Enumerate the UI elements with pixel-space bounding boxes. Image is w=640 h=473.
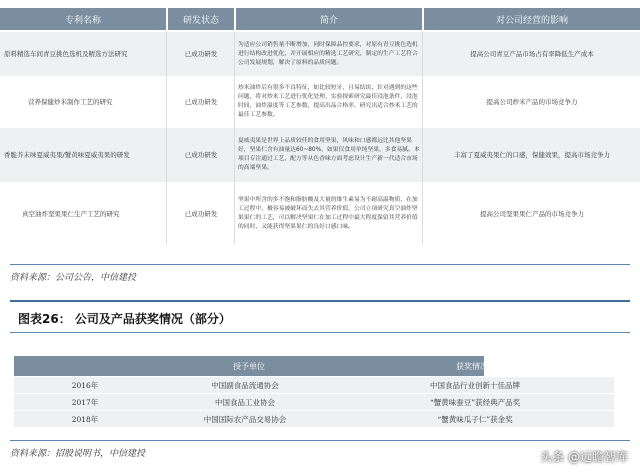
t2-row2-org: 中国食品工业协会 [215,397,275,407]
t1-row2-status: 已成功研发 [184,97,218,106]
t2-row1-year: 2016年 [71,380,99,390]
t2-header-award: 获奖情况 [456,361,488,371]
t2-header-org: 授予单位 [14,356,484,376]
t1-header-status: 研发状态 [168,8,234,30]
t1-row4-status: 已成功研发 [184,209,218,218]
t2-row2-year: 2017年 [71,397,99,407]
t1-header-impact: 对公司经营的影响 [424,8,640,30]
t1-row4-impact: 提高公司坚果果仁产品的市场竞争力 [480,209,584,218]
t1-row4-name: 真空油炸坚果果仁生产工艺的研究 [22,209,120,218]
watermark [540,448,628,465]
t1-row2-intro: 炒米油炸后有很多不良特征，如比较短牙，且易结块，针对遇到的这些问题，将对炒米工艺进行优化处理，实验探索研究最佳浸泡条件，浸泡时间，油炸温度等工艺参数，提高出品合格率，研究出适合炒米工艺的最佳工艺参数。 [238,85,418,118]
t1-row3-impact: 丰富了夏威夷果仁的口感，保健效果，提高市场竞争力 [454,150,610,159]
watermark-text: 头条 @远瞻智库 [540,450,628,464]
t1-header-name: 专利名称 [0,8,166,30]
figure-title: 图表26： 公司及产品获奖情况（部分） [18,312,231,326]
column-divider [422,32,423,244]
t1-row3-status: 已成功研发 [184,150,218,159]
t1-row3-intro: 夏威夷果是世界上品质较佳的食用坚果，风味和口感都远比其他坚果好，坚果仁含有油量达60~80%，如果仅食用单纯坚果，多食易腻。本项目专注通过工艺，配方等从色香味方面考虑设计生产新一代适合市场的高端坚果。 [238,138,420,171]
t2-row3-year: 2018年 [71,414,99,424]
t1-header-intro: 简介 [236,8,422,30]
column-divider [234,32,235,244]
t2-row2-award: “蟹黄味蚕豆”获经典产品奖 [429,397,521,407]
t2-row1-award: 中国食品行业创新十佳品牌 [430,380,520,390]
t1-row1-impact: 提高公司青豆产品市场占有率降低生产成本 [470,49,594,58]
source-divider [10,264,630,265]
t2-row3-org: 中国国际农产品交易协会 [203,414,287,424]
column-divider [166,32,167,244]
source-divider [10,440,630,441]
t1-row1-status: 已成功研发 [184,49,218,58]
t2-row1-org: 中国副食品流通协会 [211,380,279,390]
t1-row1-intro: 为适应公司销售量不断增加，同时保障品控要求，对原有青豆挑色选机进行结构改进优化，并开展相应的精选工艺研究，制定的生产工艺符合公司发展规划，解决了原料的品质问题。 [238,41,418,66]
t1-row2-impact: 提高公司炒米产品的市场竞争力 [486,97,578,106]
t1-row3-name: 香脆芥末味夏威夷果/蟹黄味夏威夷果的研发 [4,150,130,159]
figure-title-underline [10,332,630,333]
figure-title-divider [10,300,630,302]
t1-row4-intro: 坚果中所含的多不饱和脂肪酸及大量的维生素易为不耐高温物质，在加工过程中，极容易被破坏而失去其营养价值，公司立项研究真空油炸坚果果仁的工艺，可以解决坚果仁在加工过程中最大程度保留其营养价值的同时，又能获得坚果果仁的良好口感口味。 [238,197,418,230]
t1-row1-name: 原料精选车间青豆挑色选机及精选方法研究 [4,49,128,58]
source-note: 资料来源：招股说明书，中信建投 [10,449,146,459]
t2-row3-award: “蟹黄味瓜子仁”获金奖 [437,414,513,424]
t1-row2-name: 营养保健炒米制作工艺的研究 [28,97,113,106]
source-note: 资料来源：公司公告，中信建投 [10,273,137,283]
